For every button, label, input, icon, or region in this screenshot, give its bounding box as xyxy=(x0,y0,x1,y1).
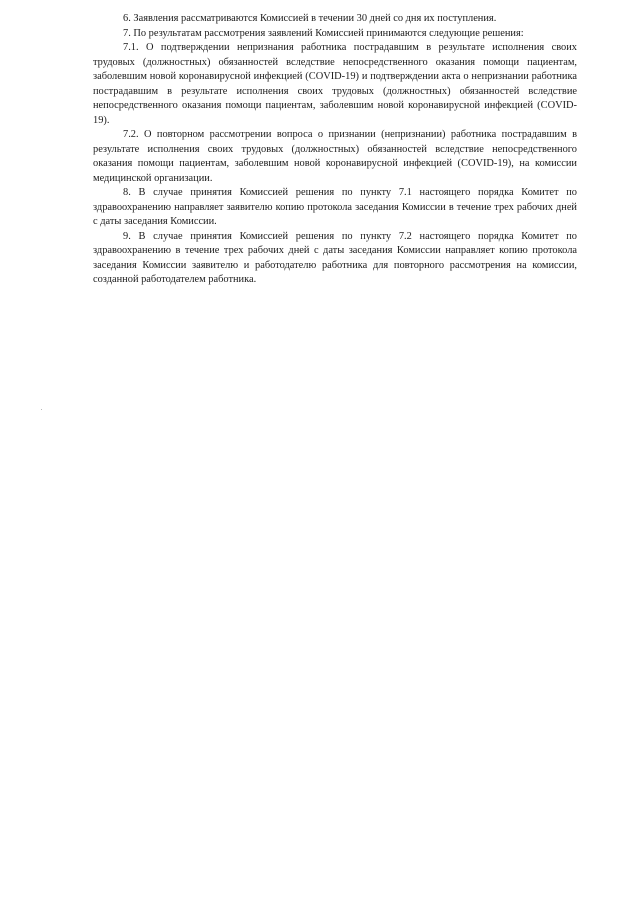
paragraph-6: 6. Заявления рассматриваются Комиссией в течении 30 дней со дня их поступления. xyxy=(123,13,497,24)
paragraph-7-2: 7.2. О повторном рассмотрении вопроса о признании (непризнании) работника пострадавшим в результате исполнения своих трудовых (должностных) обязанностей вследствие непосредственного оказания помощи пациентам, заболевшим новой коронавирусной инфекцией (COVID-19), на комиссии медицинской организации. xyxy=(93,129,577,184)
paragraph-7: 7. По результатам рассмотрения заявлений Комиссией принимаются следующие решения: xyxy=(123,27,524,39)
scan-speck xyxy=(41,409,42,410)
paragraph-9: 9. В случае принятия Комиссией решения по пункту 7.2 настоящего порядка Комитет по здравоохранению в течение трех рабочих дней с даты заседания Комиссии направляет копию протокола заседания Комиссии заявителю и работодателю работника для повторного рассмотрения на комиссии, созданной работодателем работника. xyxy=(93,230,577,285)
paragraph-7-1: 7.1. О подтверждении непризнания работника пострадавшим в результате исполнения своих трудовых (должностных) обязанностей вследствие непосредственного оказания помощи пациентам, заболевшим новой коронавирусной инфекцией (COVID-19) и подтверждении акта о непризнании работника пострадавшим в результате исполнения своих трудовых (должностных) обязанностей вследствие непосредственного оказания помощи пациентам, заболевшим новой коронавирусной инфекцией (COVID-19). xyxy=(93,42,577,126)
paragraph-8: 8. В случае принятия Комиссией решения по пункту 7.1 настоящего порядка Комитет по здравоохранению направляет заявителю копию протокола заседания Комиссии в течение трех рабочих дней с даты заседания Комиссии. xyxy=(93,187,577,227)
document-body xyxy=(93,12,577,288)
